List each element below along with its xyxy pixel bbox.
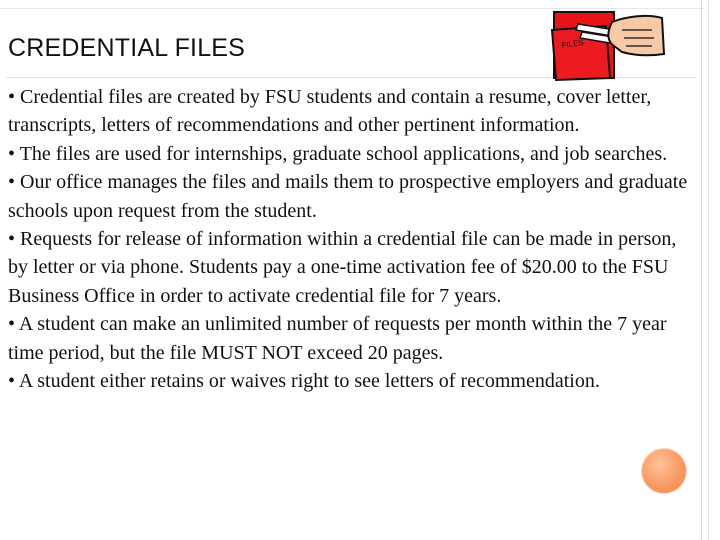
bullet-list [8, 83, 698, 395]
slide-right-border [701, 0, 720, 540]
bullet-item: • Requests for release of information within a credential file can be made in person, by letter or via phone. Students pay a one-time activation fee of $20.00 to the FSU Business Office in order to activate credential file for 7 years. [8, 228, 677, 307]
file-folder-icon [548, 8, 668, 82]
bullet-item: • The files are used for internships, graduate school applications, and job searches. [8, 142, 668, 165]
folder-label: FILES [561, 37, 585, 50]
decorative-orange-circle [642, 449, 686, 493]
bullet-item: • Our office manages the files and mails them to prospective employers and graduate schools upon request from the student. [8, 171, 688, 222]
bullet-item: • A student can make an unlimited number of requests per month within the 7 year time period, but the file MUST NOT exceed 20 pages. [8, 313, 667, 364]
bullet-item: • A student either retains or waives right to see letters of recommendation. [8, 370, 600, 393]
slide-title: CREDENTIAL FILES [8, 34, 246, 62]
bullet-item: • Credential files are created by FSU students and contain a resume, cover letter, transcripts, letters of recommendations and other pertinent information. [8, 86, 652, 137]
